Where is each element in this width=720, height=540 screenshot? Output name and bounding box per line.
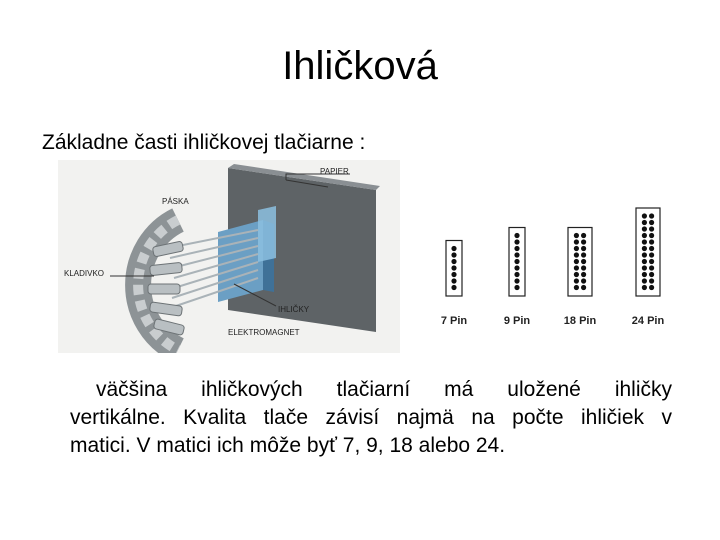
- pin-dot: [514, 239, 519, 244]
- pin-dot: [451, 259, 456, 264]
- body-line-2: vertikálne. Kvalita tlače závisí najmä na počte ihličiek v: [70, 406, 672, 429]
- body-paragraph: [70, 376, 672, 460]
- pin-matrix-label: 18 Pin: [563, 315, 597, 327]
- pin-dot: [451, 278, 456, 283]
- pin-dot: [574, 239, 579, 244]
- pin-dot: [574, 233, 579, 238]
- label-elektromagnet: ELEKTROMAGNET: [228, 328, 300, 337]
- pin-matrix-frame: [636, 208, 660, 296]
- pin-dot: [574, 272, 579, 277]
- pin-dot: [642, 272, 647, 277]
- pin-dot: [574, 285, 579, 290]
- pin-dot: [649, 213, 654, 218]
- pin-dot: [451, 252, 456, 257]
- pin-dot: [649, 252, 654, 257]
- body-line-3: matici. V matici ich môže byť 7, 9, 18 alebo 24.: [70, 434, 506, 457]
- label-papier: PAPIER: [320, 167, 349, 176]
- pin-dot: [649, 246, 654, 251]
- body-line-1: väčšina ihličkových tlačiarní má uložené ihličky: [96, 378, 672, 401]
- pin-dot: [574, 246, 579, 251]
- pin-dot: [514, 233, 519, 238]
- pin-dot: [581, 233, 586, 238]
- pin-dot: [642, 246, 647, 251]
- pin-dot: [581, 285, 586, 290]
- pin-dot: [451, 285, 456, 290]
- page-title: Ihličková: [282, 44, 438, 88]
- pin-dot: [649, 272, 654, 277]
- pin-matrix-label: 9 Pin: [503, 315, 531, 327]
- pin-dot: [514, 272, 519, 277]
- pin-dot: [649, 220, 654, 225]
- pin-dot: [581, 278, 586, 283]
- pin-matrix-4: [632, 208, 665, 327]
- label-paska: PÁSKA: [162, 197, 189, 206]
- pin-dot: [649, 259, 654, 264]
- pin-dot: [581, 246, 586, 251]
- pin-dot: [451, 272, 456, 277]
- pin-matrix-1: [441, 241, 468, 328]
- print-head-diagram: [58, 160, 400, 353]
- pin-dot: [581, 252, 586, 257]
- pin-dot: [642, 278, 647, 283]
- pin-dot: [649, 265, 654, 270]
- pin-dot: [574, 252, 579, 257]
- pin-dot: [642, 259, 647, 264]
- pin-dot: [574, 259, 579, 264]
- pin-dot: [581, 259, 586, 264]
- pin-dot: [649, 233, 654, 238]
- pin-dot: [642, 213, 647, 218]
- pin-matrix-label: 7 Pin: [440, 315, 468, 327]
- pin-dot: [574, 265, 579, 270]
- pin-dot: [642, 226, 647, 231]
- label-kladivko: KLADIVKO: [64, 269, 105, 278]
- pin-dot: [649, 226, 654, 231]
- pin-dot: [642, 252, 647, 257]
- pin-dot: [642, 239, 647, 244]
- pin-matrix-frame: [568, 228, 592, 297]
- pin-dot: [581, 239, 586, 244]
- pin-dot: [514, 259, 519, 264]
- pin-dot: [649, 239, 654, 244]
- pin-matrices: [432, 190, 702, 340]
- pin-dot: [451, 246, 456, 251]
- pin-matrix-2: [504, 228, 531, 328]
- pin-dot: [581, 265, 586, 270]
- pin-dot: [642, 285, 647, 290]
- pin-dot: [514, 252, 519, 257]
- pin-dot: [581, 272, 586, 277]
- pin-dot: [649, 278, 654, 283]
- label-ihlicky: IHLIČKY: [278, 305, 310, 314]
- pin-dot: [574, 278, 579, 283]
- pin-dot: [514, 265, 519, 270]
- pin-dot: [649, 285, 654, 290]
- pin-dot: [642, 265, 647, 270]
- pin-dot: [514, 278, 519, 283]
- pin-dot: [514, 246, 519, 251]
- pin-dot: [514, 285, 519, 290]
- pin-matrix-label: 24 Pin: [631, 315, 665, 327]
- pin-dot: [642, 220, 647, 225]
- subtitle: Základne časti ihličkovej tlačiarne :: [42, 131, 366, 154]
- pin-dot: [642, 233, 647, 238]
- pin-matrix-3: [564, 228, 597, 328]
- pin-dot: [451, 265, 456, 270]
